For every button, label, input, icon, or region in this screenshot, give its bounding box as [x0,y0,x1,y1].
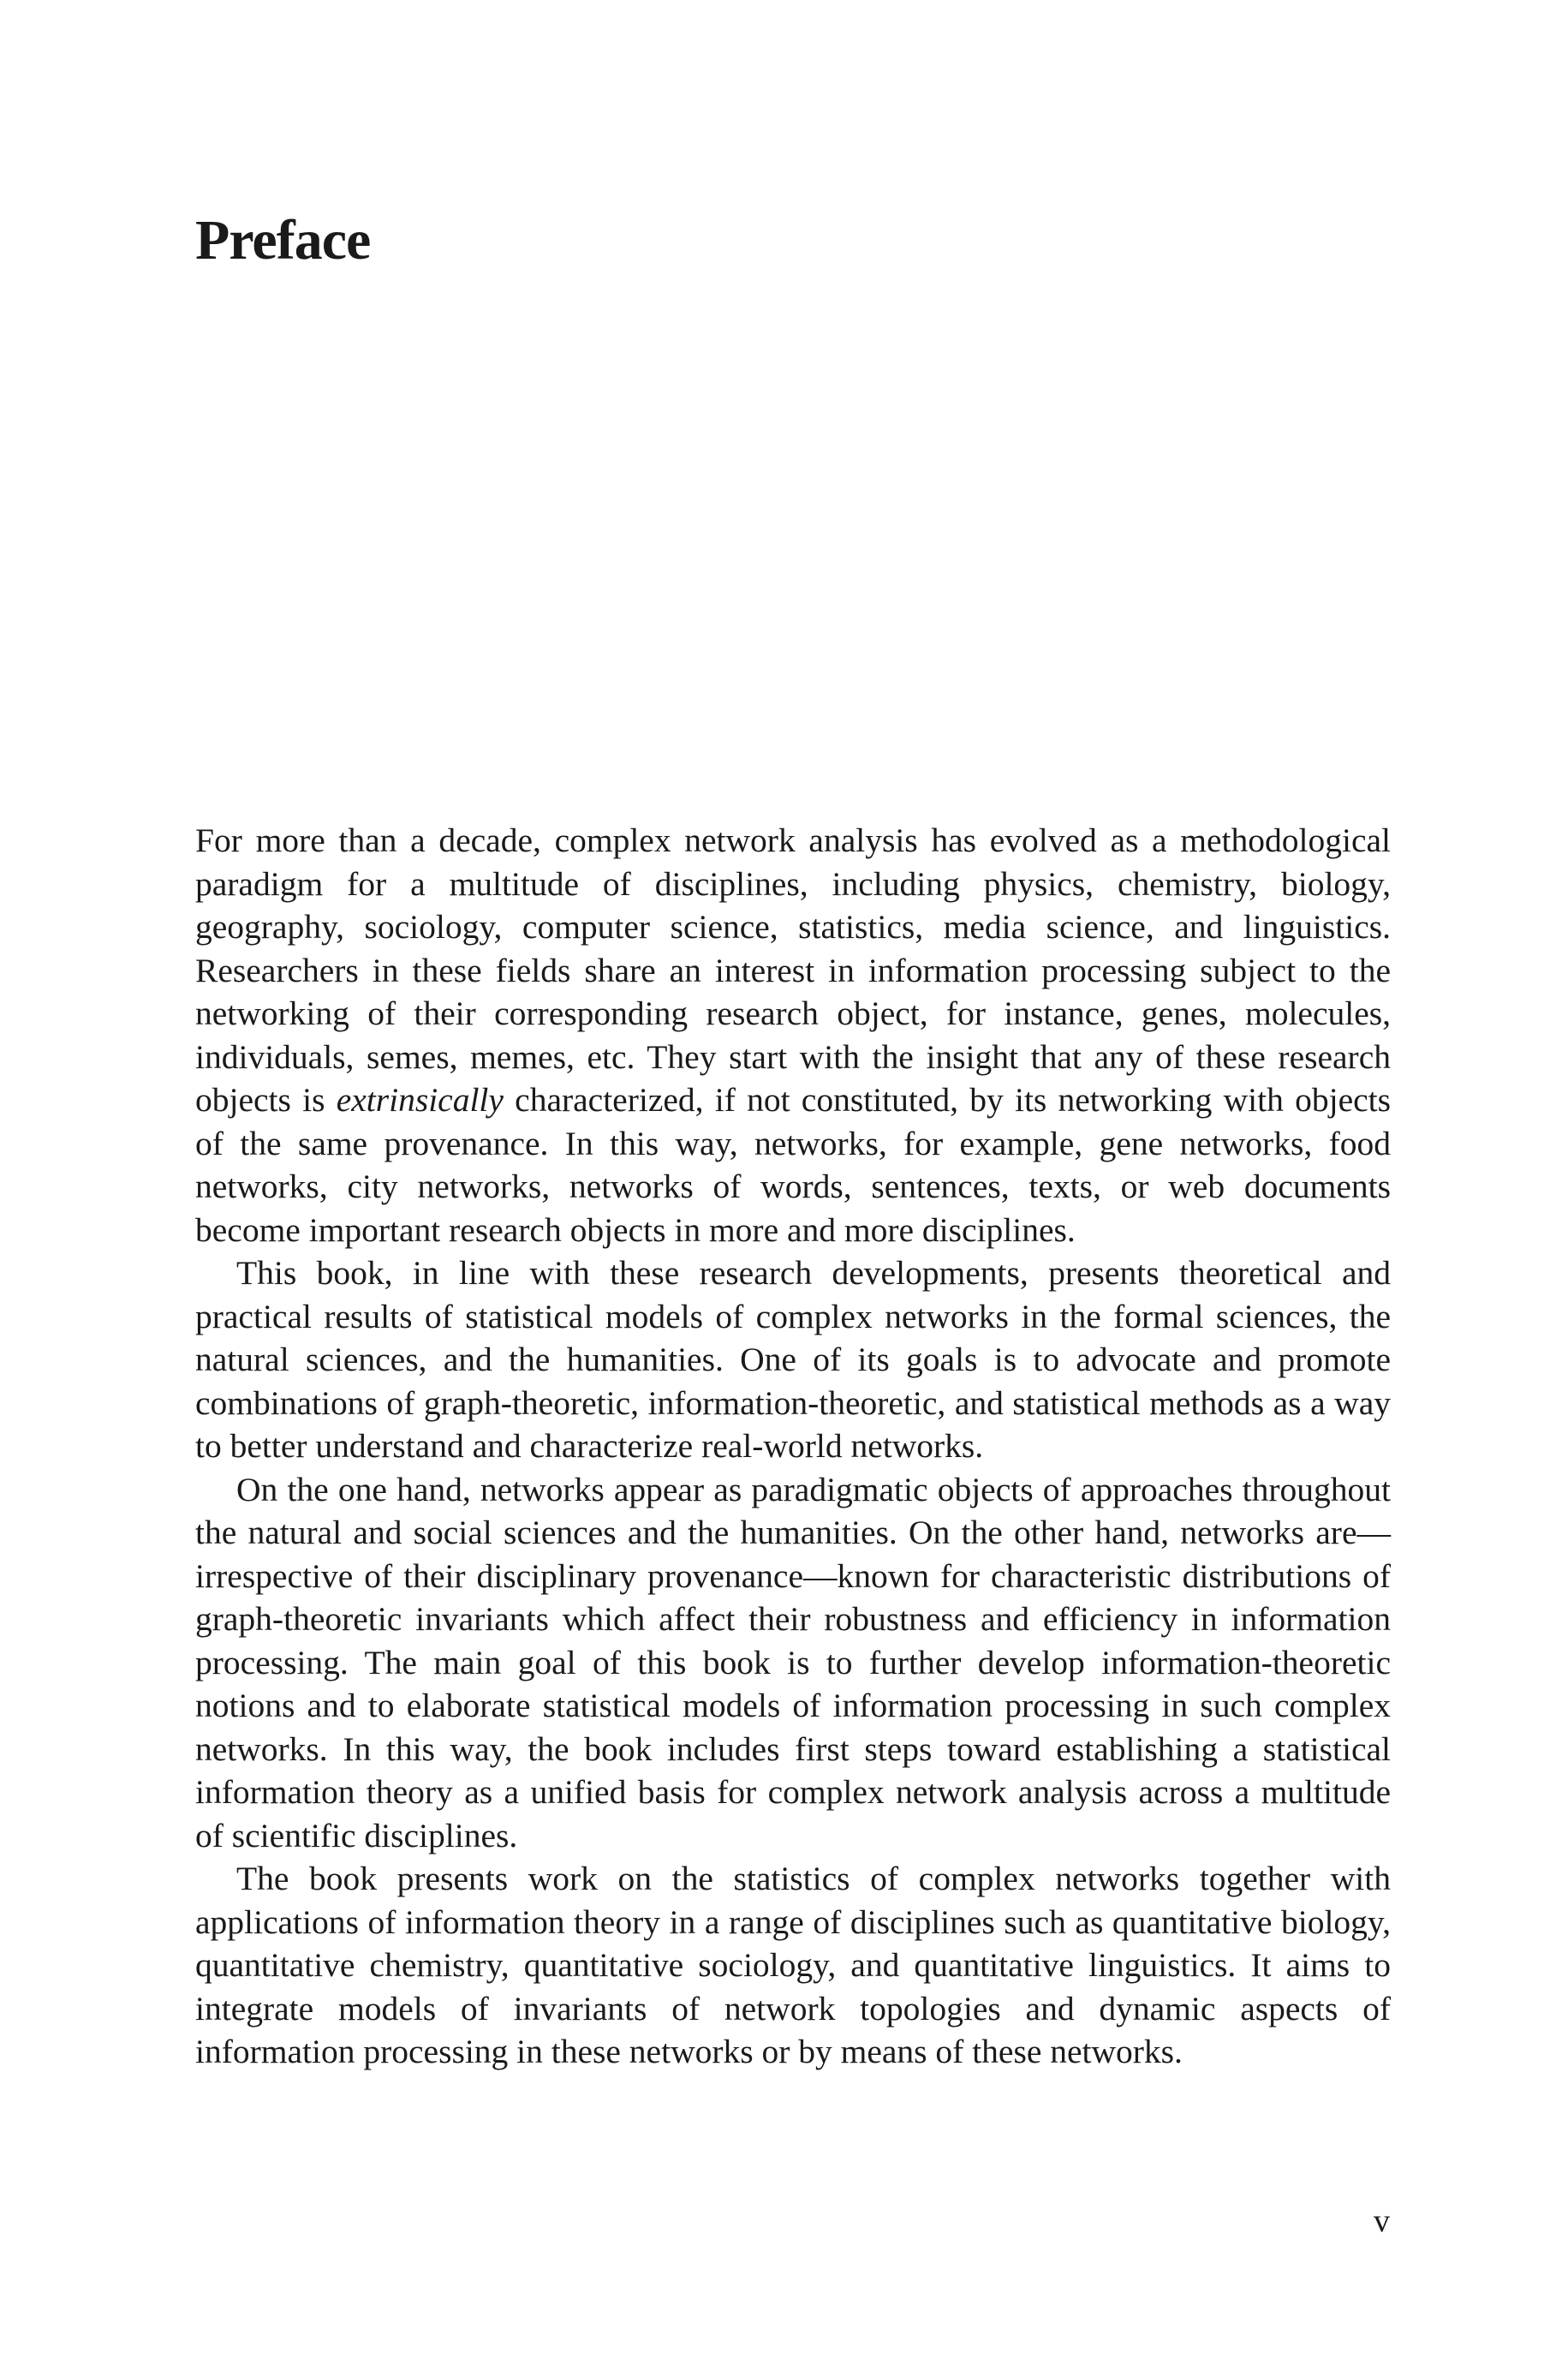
page-title: Preface [195,209,371,272]
paragraph-4: The book presents work on the statistics of complex networks together with applications of information theory in a range of disciplines such as quantitative biology, quantitative chemistry, quantitative sociology, and quantitative linguistics. It aims to integrate models of invariants of network topologies and dynamic aspects of information processing in these networks or by means of these networks. [195,1860,1391,2070]
paragraph-1 [195,819,1391,1251]
paragraph-1-text-start: For more than a decade, complex network analysis has evolved as a methodological paradigm for a multitude of disciplines, including physics, chemistry, biology, geography, sociology, computer science, statistics, media science, and linguistics. Researchers in these fields share an interest in information processing subject to the networking of their corresponding research object, for instance, genes, molecules, individuals, semes, memes, etc. They start with the insight that any of these research objects is [195,821,1391,1119]
paragraph-1-text-end: characterized, if not constituted, by its networking with objects of the same provenance. In this way, networks, for example, gene networks, food networks, city networks, networks of words, sentences, texts, or web documents become important research objects in more and more disciplines. [195,1081,1391,1249]
paragraph-2: This book, in line with these research developments, presents theoretical and practical results of statistical models of complex networks in the formal sciences, the natural sciences, and the humanities. One of its goals is to advocate and promote combinations of graph-theoretic, information-theoretic, and statistical methods as a way to better understand and characterize real-world networks. [195,1254,1391,1465]
paragraph-3: On the one hand, networks appear as paradigmatic objects of approaches throughout the natural and social sciences and the humanities. On the other hand, networks are—irrespective of their disciplinary provenance—known for characteristic distributions of graph-theoretic invariants which affect their robustness and efficiency in information processing. The main goal of this book is to further develop information-theoretic notions and to elaborate statistical models of information processing in such complex networks. In this way, the book includes first steps toward establishing a statistical information theory as a unified basis for complex network analysis across a multitude of scientific disciplines. [195,1470,1391,1854]
page-number: v [1374,2203,1390,2239]
preface-body [195,819,1391,2074]
paragraph-1-emphasis: extrinsically [336,1081,504,1119]
